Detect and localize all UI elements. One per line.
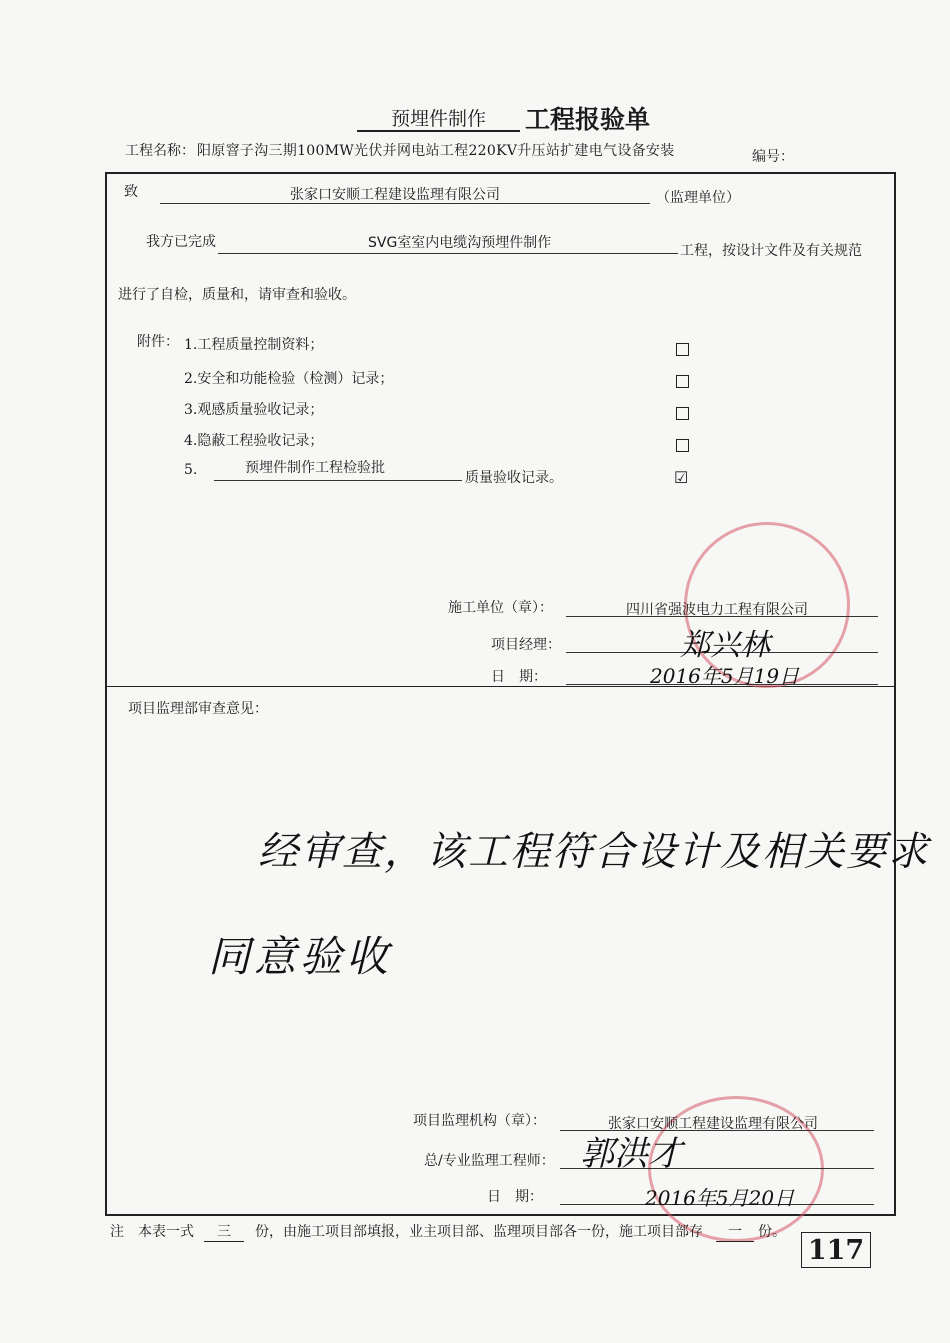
contractor-unit-label: 施工单位（章）： [448,600,553,616]
attachment-checkbox-4[interactable] [676,439,689,452]
engineer-label: 总/专业监理工程师： [424,1153,555,1169]
form-frame [105,172,896,1216]
opinion-line-1: 经审查，该工程符合设计及相关要求 [258,829,930,875]
manager-label: 项目经理： [491,637,561,653]
opinion-label: 项目监理部审查意见： [128,701,268,717]
engineer-signature: 郭洪才 [580,1134,682,1174]
attachments-label: 附件： [137,334,179,350]
attachment-item-5-fill: 预埋件制作工程检验批 [245,460,385,476]
footer-keep-copies: 一 [716,1221,754,1242]
title-fill-field: 预埋件制作 [357,104,520,132]
footer-note-prefix: 注 本表一式 [110,1224,194,1240]
attachment-item-5-number: 5. [184,462,198,478]
form-title: 工程报验单 [525,105,651,134]
attachment-item-5-suffix: 质量验收记录。 [465,470,563,486]
completed-suffix: 工程，按设计文件及有关规范 [680,243,862,259]
attachment-item-4: 4.隐蔽工程验收记录； [184,433,324,449]
completed-prefix: 我方已完成 [146,234,216,250]
contractor-date: 2016年5月19日 [650,664,800,688]
supervision-org-label: 项目监理机构（章）： [413,1113,546,1129]
number-label: 编号： [752,149,794,165]
supervision-date-label: 日 期： [487,1189,543,1205]
to-company: 张家口安顺工程建设监理有限公司 [290,187,500,203]
footer-note-middle: 份，由施工项目部填报，业主项目部、监理项目部各一份，施工项目部存 [255,1224,703,1240]
attachment-checkbox-3[interactable] [676,407,689,420]
attachment-checkbox-2[interactable] [676,375,689,388]
supervision-date: 2016年5月20日 [645,1186,795,1210]
attachment-checkbox-5-checked[interactable]: ☑ [674,468,689,487]
completed-line2: 进行了自检，质量和，请审查和验收。 [118,287,356,303]
project-name-label: 工程名称： [125,143,195,159]
footer-note-suffix: 份。 [758,1224,786,1240]
attachment-item-3: 3.观感质量验收记录； [184,402,324,418]
attachment-item-1: 1.工程质量控制资料； [184,337,324,353]
supervision-org-name: 张家口安顺工程建设监理有限公司 [608,1116,818,1132]
manager-signature: 郑兴林 [680,628,770,663]
contractor-date-label: 日 期： [491,669,547,685]
footer-copies: 三 [204,1221,244,1242]
contractor-unit-name: 四川省强波电力工程有限公司 [626,602,808,618]
project-name-value: 阳原窨子沟三期100MW光伏并网电站工程220KV升压站扩建电气设备安装 [197,143,675,159]
page-number: 117 [801,1232,871,1268]
to-suffix: （监理单位） [656,190,740,206]
attachment-item-2: 2.安全和功能检验（检测）记录； [184,371,394,387]
completed-work: SVG室室内电缆沟预埋件制作 [368,235,552,251]
to-label: 致 [124,184,138,200]
opinion-line-2: 同意验收 [208,932,393,981]
attachment-checkbox-1[interactable] [676,343,689,356]
